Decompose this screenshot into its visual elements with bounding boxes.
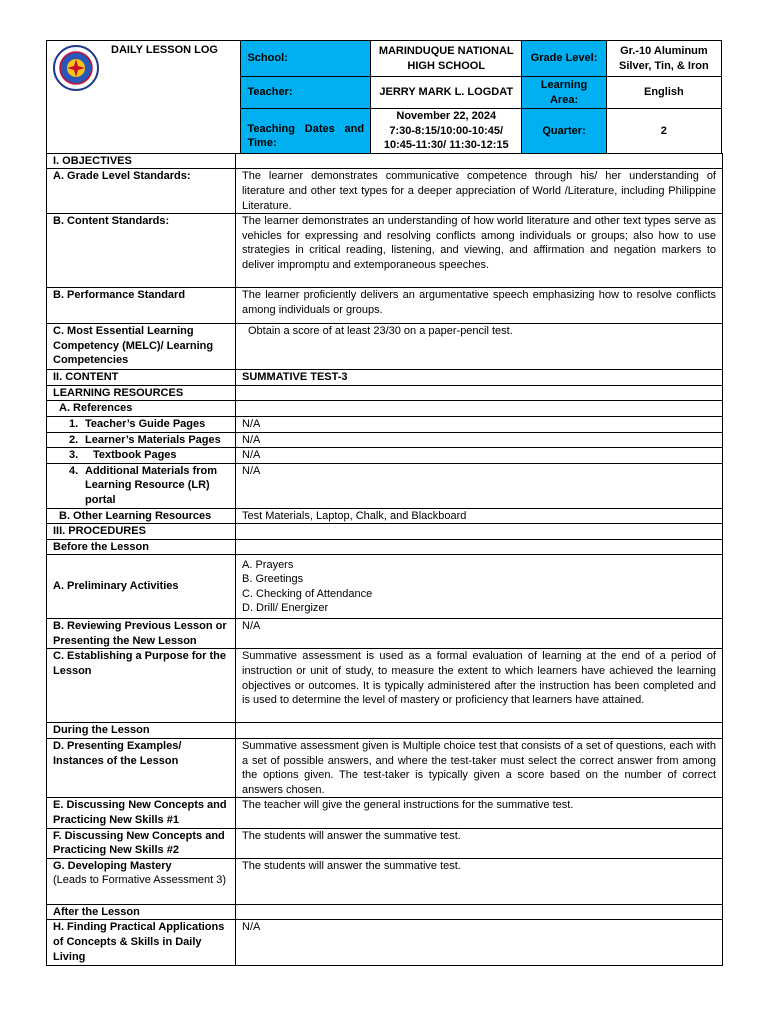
am-label-text: Additional Materials from Learning Resource (LR) portal [85,464,218,506]
area-label: Learning Area: [522,77,606,109]
teacher-value: JERRY MARK L. LOGDAT [371,77,522,109]
grade-label: Grade Level: [522,41,606,77]
objectives-heading: I. OBJECTIVES [47,153,236,169]
school-value: MARINDUQUE NATIONAL HIGH SCHOOL [371,41,522,77]
ep-text: Summative assessment is used as a formal evaluation of learning at the end of a period of instruction or unit of study, to measure the extent to which learners have achieved the learning objectives or outcomes. It is typically administered after the instruction has been completed and is used to determine the level of mastery or proficiency that learners have attained. [236,649,723,723]
during-heading: During the Lesson [47,723,236,739]
pa-label: A. Preliminary Activities [47,555,236,619]
header-table [46,40,722,154]
lm-value: N/A [236,432,723,448]
melc-label: C. Most Essential Learning Competency (MELC)/ Learning Competencies [47,324,236,370]
cs-label: B. Content Standards: [47,214,236,288]
pa-item: D. Drill/ Energizer [242,602,329,615]
am-label [47,463,236,508]
dates-value [371,109,522,154]
dm-label [47,858,236,904]
fp-value: N/A [236,920,723,966]
dn1-label: E. Discussing New Concepts and Practicing New Skills #1 [47,798,236,828]
pe-label: D. Presenting Examples/ Instances of the Lesson [47,739,236,798]
deped-seal-icon [53,45,99,91]
tg-value: N/A [236,416,723,432]
lm-label-text: Learner’s Materials Pages [85,433,221,446]
dm-text: The students will answer the summative test. [236,858,723,904]
olr-value: Test Materials, Laptop, Chalk, and Blackboard [236,508,723,524]
tg-label [47,416,236,432]
before-heading: Before the Lesson [47,539,236,555]
ref-label: A. References [47,401,236,417]
pa-item: C. Checking of Attendance [242,587,373,600]
pa-list [236,555,723,619]
dm-sub: (Leads to Formative Assessment 3) [53,874,227,887]
tb-value: N/A [236,448,723,464]
olr-label: B. Other Learning Resources [47,508,236,524]
lesson-log-sheet [46,40,722,966]
content-text: SUMMATIVE TEST-3 [236,370,723,386]
tb-label [47,448,236,464]
tg-num: 1. [69,417,79,430]
ep-label: C. Establishing a Purpose for the Lesson [47,649,236,723]
procedures-heading: III. PROCEDURES [47,524,236,540]
dm-label-text: G. Developing Mastery [53,859,172,872]
tb-num: 3. [69,449,79,462]
quarter-value: 2 [606,109,721,154]
grade-value: Gr.-10 Aluminum Silver, Tin, & Iron [606,41,721,77]
gls-text: The learner demonstrates communicative competence through his/ her understanding of literature and other text types for a deeper appreciation of World /Literature, including Philippine Literature. [236,169,723,214]
dates-line-2: 7:30-8:15/10:00-10:45/ [389,124,504,137]
pe-text: Summative assessment given is Multiple choice test that consists of a set of questions, each with a set of possible answers, and where the test-taker must select the correct answer from among the options given. The test-taker is typically given a score based on the number of correct answers chosen. [236,739,723,798]
fp-label: H. Finding Practical Applications of Concepts & Skills in Daily Living [47,920,236,966]
am-num: 4. [69,464,79,477]
teacher-label: Teacher: [241,77,371,109]
lm-label [47,432,236,448]
am-value: N/A [236,463,723,508]
rp-value: N/A [236,619,723,649]
quarter-label: Quarter: [522,109,606,154]
area-value: English [606,77,721,109]
lr-label: LEARNING RESOURCES [47,385,236,401]
rp-label: B. Reviewing Previous Lesson or Presenting the New Lesson [47,619,236,649]
dates-label-text: Teaching Dates and Time: [247,122,365,150]
lm-num: 2. [69,433,79,446]
tg-label-text: Teacher’s Guide Pages [85,417,206,430]
dates-line-1: November 22, 2024 [396,110,497,122]
ps-text: The learner proficiently delivers an argumentative speech emphasizing how to resolve conflicts among individuals or groups. [236,288,723,324]
school-label: School: [241,41,371,77]
melc-text: Obtain a score of at least 23/30 on a paper-pencil test. [236,324,723,370]
dates-label [241,109,371,154]
content-label: II. CONTENT [47,370,236,386]
logo-cell [47,41,241,154]
dates-line-3: 10:45-11:30/ 11:30-12:15 [383,139,509,152]
pa-item: A. Prayers [242,558,294,571]
cs-text: The learner demonstrates an understanding of how world literature and other text types serve as vehicles for expressing and resolving conflicts among individuals or groups; also how to use strategies in critical reading, listening, and viewing, and affirmation and negation markers to deliver impromptu and extemporaneous speeches. [236,214,723,288]
dn2-label: F. Discussing New Concepts and Practicing New Skills #2 [47,828,236,858]
tb-label-text: Textbook Pages [93,449,177,462]
after-heading: After the Lesson [47,904,236,920]
log-title: DAILY LESSON LOG [111,44,218,56]
lesson-table [46,153,723,967]
dn1-text: The teacher will give the general instructions for the summative test. [236,798,723,828]
ps-label: B. Performance Standard [47,288,236,324]
pa-item: B. Greetings [242,573,304,586]
dn2-text: The students will answer the summative test. [236,828,723,858]
gls-label: A. Grade Level Standards: [47,169,236,214]
